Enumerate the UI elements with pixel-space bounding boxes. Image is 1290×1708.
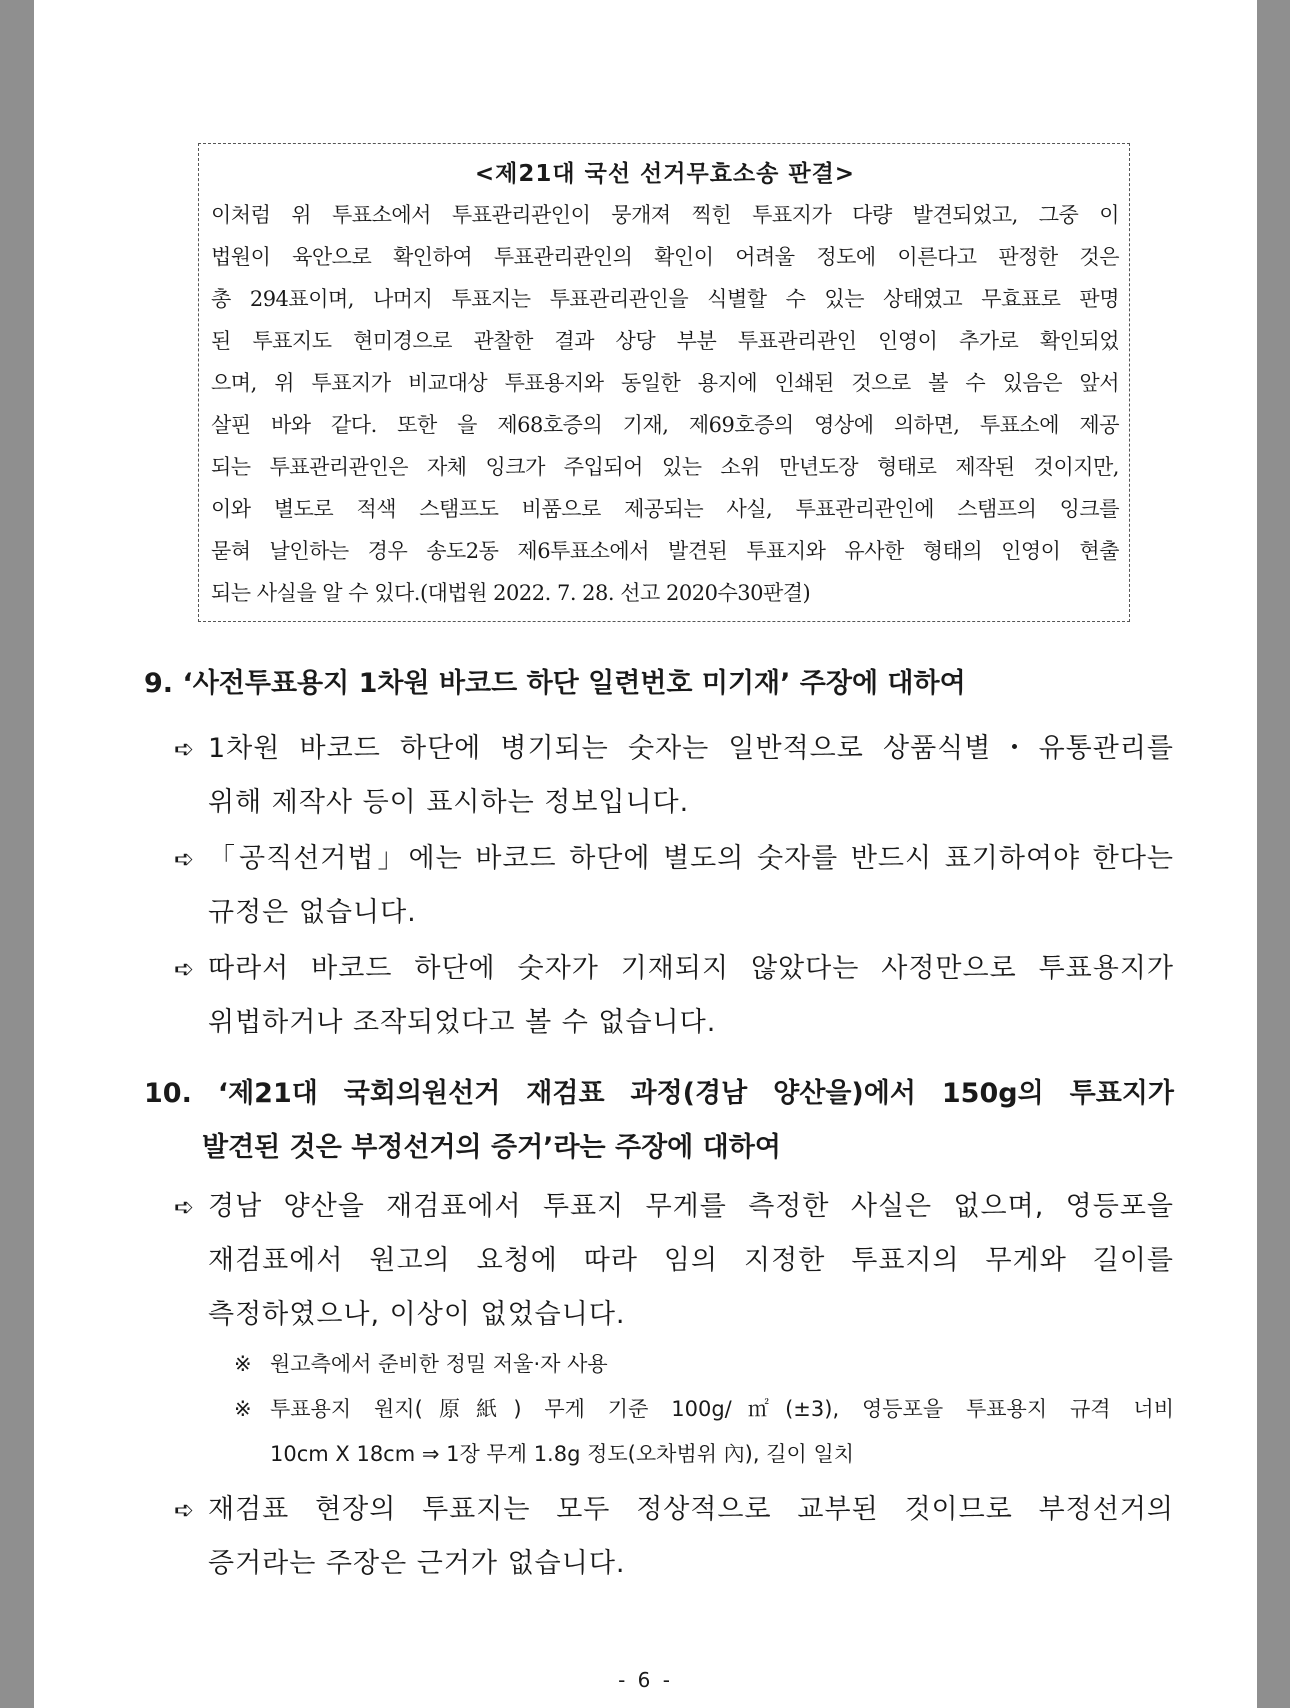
judgment-quote-box <box>198 143 1130 622</box>
bullet-text: 측정하였으나, 이상이 없었습니다. <box>208 1299 626 1330</box>
bullet-text: 「공직선거법」에는 바코드 하단에 별도의 숫자를 반드시 표기하여야 한다는 <box>208 843 1174 874</box>
document-page <box>34 0 1257 1708</box>
section-9-heading: 9. ‘사전투표용지 1차원 바코드 하단 일련번호 미기재’ 주장에 대하여 <box>144 668 966 699</box>
page-number: - 6 - <box>618 1668 673 1692</box>
quote-line: 되는 투표관리관인은 자체 잉크가 주입되어 있는 소위 만년도장 형태로 제작된 것이지만, <box>211 455 1119 479</box>
note-text: 10cm X 18cm ⇒ 1장 무게 1.8g 정도(오차범위 內), 길이 일치 <box>270 1442 855 1466</box>
section-10-heading-line-2: 발견된 것은 부정선거의 증거’라는 주장에 대하여 <box>202 1132 781 1163</box>
section-10-heading <box>144 1067 1174 1175</box>
bullet-text: 위해 제작사 등이 표시하는 정보입니다. <box>208 787 690 818</box>
quote-line: 법원이 육안으로 확인하여 투표관리관인의 확인이 어려울 정도에 이른다고 판정한 것은 <box>211 245 1119 269</box>
arrow-icon: ➪ <box>173 735 195 763</box>
bullet-text: 증거라는 주장은 근거가 없습니다. <box>208 1548 626 1579</box>
arrow-icon: ➪ <box>173 1193 195 1221</box>
bullet-text: 재검표에서 원고의 요청에 따라 임의 지정한 투표지의 무게와 길이를 <box>208 1245 1174 1276</box>
section-10-heading-line-1: 10. ‘제21대 국회의원선거 재검표 과정(경남 양산을)에서 150g의 투표지가 <box>144 1078 1174 1109</box>
quote-title: <제21대 국선 선거무효소송 판결> <box>474 161 856 187</box>
bullet-text: 1차원 바코드 하단에 병기되는 숫자는 일반적으로 상품식별・유통관리를 <box>208 733 1174 764</box>
quote-line: 묻혀 날인하는 경우 송도2동 제6투표소에서 발견된 투표지와 유사한 형태의 인영이 현출 <box>211 539 1119 563</box>
quote-line: 살핀 바와 같다. 또한 을 제68호증의 기재, 제69호증의 영상에 의하면, 투표소에 제공 <box>211 413 1119 437</box>
arrow-icon: ➪ <box>173 845 195 873</box>
bullet-text: 재검표 현장의 투표지는 모두 정상적으로 교부된 것이므로 부정선거의 <box>208 1494 1174 1525</box>
reference-mark-icon: ※ <box>234 1352 252 1376</box>
bullet-text: 경남 양산을 재검표에서 투표지 무게를 측정한 사실은 없으며, 영등포을 <box>208 1191 1174 1222</box>
arrow-icon: ➪ <box>173 955 195 983</box>
arrow-icon: ➪ <box>173 1496 195 1524</box>
section-10-bullet-1 <box>160 1180 1174 1342</box>
quote-line: 되는 사실을 알 수 있다.(대법원 2022. 7. 28. 선고 2020수30판결) <box>211 581 811 605</box>
reference-mark-icon: ※ <box>234 1397 252 1421</box>
bullet-text: 위법하거나 조작되었다고 볼 수 없습니다. <box>208 1007 717 1038</box>
section-9-bullet-1 <box>160 722 1174 830</box>
quote-line: 으며, 위 투표지가 비교대상 투표용지와 동일한 용지에 인쇄된 것으로 볼 수 있음은 앞서 <box>211 371 1119 395</box>
note-text: 원고측에서 준비한 정밀 저울·자 사용 <box>270 1352 608 1376</box>
note-1 <box>234 1342 1174 1387</box>
section-9-bullet-2 <box>160 832 1174 940</box>
note-2 <box>234 1387 1174 1477</box>
section-9-bullet-3 <box>160 942 1174 1050</box>
quote-line: 된 투표지도 현미경으로 관찰한 결과 상당 부분 투표관리관인 인영이 추가로 확인되었 <box>211 329 1119 353</box>
bullet-text: 규정은 없습니다. <box>208 897 417 928</box>
quote-line: 이와 별도로 적색 스탬프도 비품으로 제공되는 사실, 투표관리관인에 스탬프의 잉크를 <box>211 497 1119 521</box>
quote-line: 총 294표이며, 나머지 투표지는 투표관리관인을 식별할 수 있는 상태였고 무효표로 판명 <box>211 287 1119 311</box>
note-text: 투표용지 원지(原紙) 무게 기준 100g/㎡(±3), 영등포을 투표용지 규격 너비 <box>270 1397 1174 1421</box>
bullet-text: 따라서 바코드 하단에 숫자가 기재되지 않았다는 사정만으로 투표용지가 <box>208 953 1174 984</box>
quote-line: 이처럼 위 투표소에서 투표관리관인이 뭉개져 찍힌 투표지가 다량 발견되었고, 그중 이 <box>211 203 1119 227</box>
section-10-bullet-2 <box>160 1483 1174 1591</box>
